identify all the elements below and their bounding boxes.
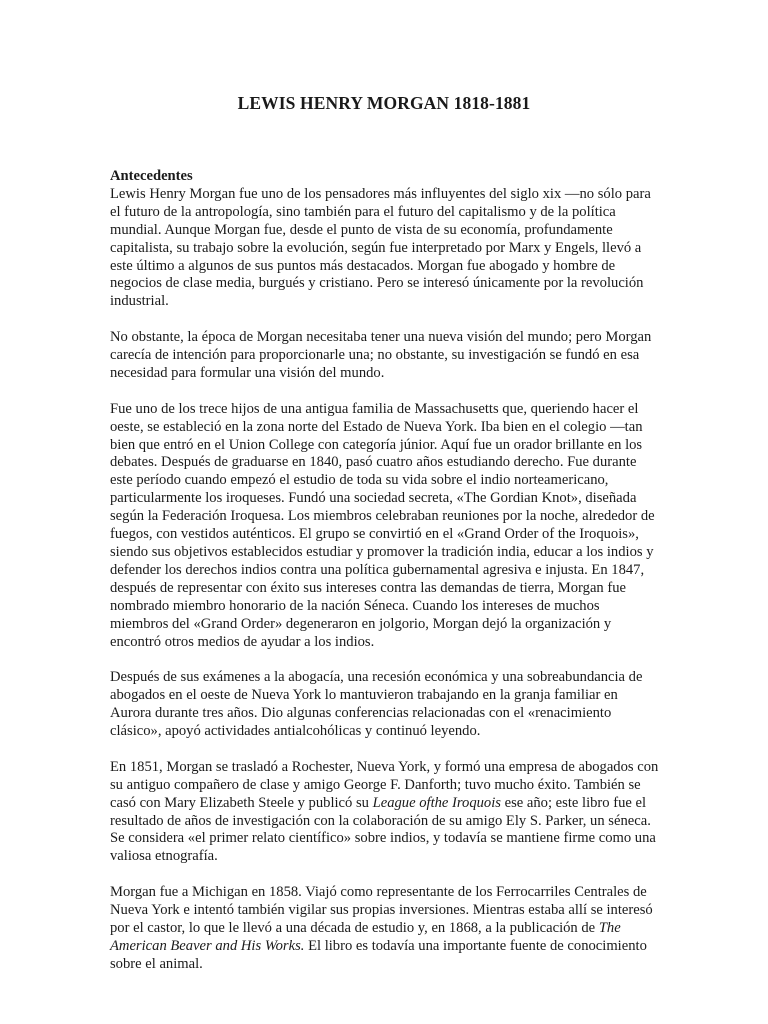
- paragraph-3: Fue uno de los trece hijos de una antigua familia de Massachusetts que, queriendo hacer el oeste, se estableció en la zona norte del Estado de Nueva York. Iba bien en el colegio —tan bien que entró en el Union College con categoría júnior. Aquí fue un orador brillante en los debates. Después de graduarse en 1840, pasó cuatro años estudiando derecho. Fue durante este período cuando empezó el estudio de toda su vida sobre el indio norteamericano, particularmente los iroqueses. Fundó una sociedad secreta, «The Gordian Knot», diseñada según la Federación Iroquesa. Los miembros celebraban reuniones por la noche, alrededor de fuegos, con vestidos auténticos. El grupo se convirtió en el «Grand Order of the Iroquois», siendo sus objetivos establecidos estudiar y promover la tradición india, educar a los indios y defender los derechos indios contra una política gubernamental agresiva e injusta. En 1847, después de representar con éxito sus intereses contra las demandas de tierra, Morgan fue nombrado miembro honorario de la nación Séneca. Cuando los intereses de muchos miembros del «Grand Order» degeneraron en jolgorio, Morgan dejó la organización y encontró otros medios de ayudar a los indios.: [110, 400, 655, 650]
- paragraph-2: No obstante, la época de Morgan necesitaba tener una nueva visión del mundo; pero Morgan carecía de intención para proporcionarle una; no obstante, su investigación se fundó en esa necesidad para formular una visión del mundo.: [110, 329, 652, 381]
- paragraph-6: [110, 884, 660, 974]
- section-heading: Antecedentes: [110, 168, 193, 184]
- document-body: [110, 168, 660, 992]
- paragraph-6-text-a: Morgan fue a Michigan en 1858. Viajó como representante de los Ferrocarriles Centrales de Nueva York e intentó también vigilar sus propias inversiones. Mientras estaba allí se interesó por el castor, lo que le llevó a una década de estudio y, en 1868, a la publicación de: [110, 884, 653, 936]
- paragraph-5: [110, 759, 660, 866]
- paragraph-5-text-b: ese año; este libro fue el resultado de años de investigación con la colaboración de su amigo Ely S. Parker, un séneca. Se considera «el primer relato científico» sobre indios, y todavía se mantiene firme como una valiosa etnografía.: [110, 794, 656, 865]
- paragraph-5-text-a: En 1851, Morgan se trasladó a Rochester, Nueva York, y formó una empresa de abogados con su antiguo compañero de clase y amigo George F. Danforth; tuvo mucho éxito. También se casó con Mary Elizabeth Steele y publicó su: [110, 758, 659, 811]
- paragraph-6-text-b: El libro es todavía una importante fuente de conocimiento sobre el animal.: [110, 937, 647, 972]
- document-title: LEWIS HENRY MORGAN 1818-1881: [237, 93, 531, 113]
- paragraph-1: Lewis Henry Morgan fue uno de los pensadores más influyentes del siglo xix —no sólo para el futuro de la antropología, sino también para el futuro del capitalismo y de la política mundial. Aunque Morgan fue, desde el punto de vista de su economía, profundamente capitalista, su trabajo sobre la evolución, según fue interpretado por Marx y Engels, llevó a este último a algunos de sus puntos más destacados. Morgan fue abogado y hombre de negocios de clase media, burgués y cristiano. Pero se interesó únicamente por la revolución industrial.: [110, 185, 651, 310]
- paragraph-4: Después de sus exámenes a la abogacía, una recesión económica y una sobreabundancia de abogados en el oeste de Nueva York lo mantuvieron trabajando en la granja familiar en Aurora durante tres años. Dio algunas conferencias relacionadas con el «renacimiento clásico», apoyó actividades antialcohólicas y continuó leyendo.: [110, 669, 643, 740]
- book-title-league-of-the-iroquois: League ofthe Iroquois: [372, 794, 501, 811]
- book-title-american-beaver: The American Beaver and His Works.: [110, 919, 621, 954]
